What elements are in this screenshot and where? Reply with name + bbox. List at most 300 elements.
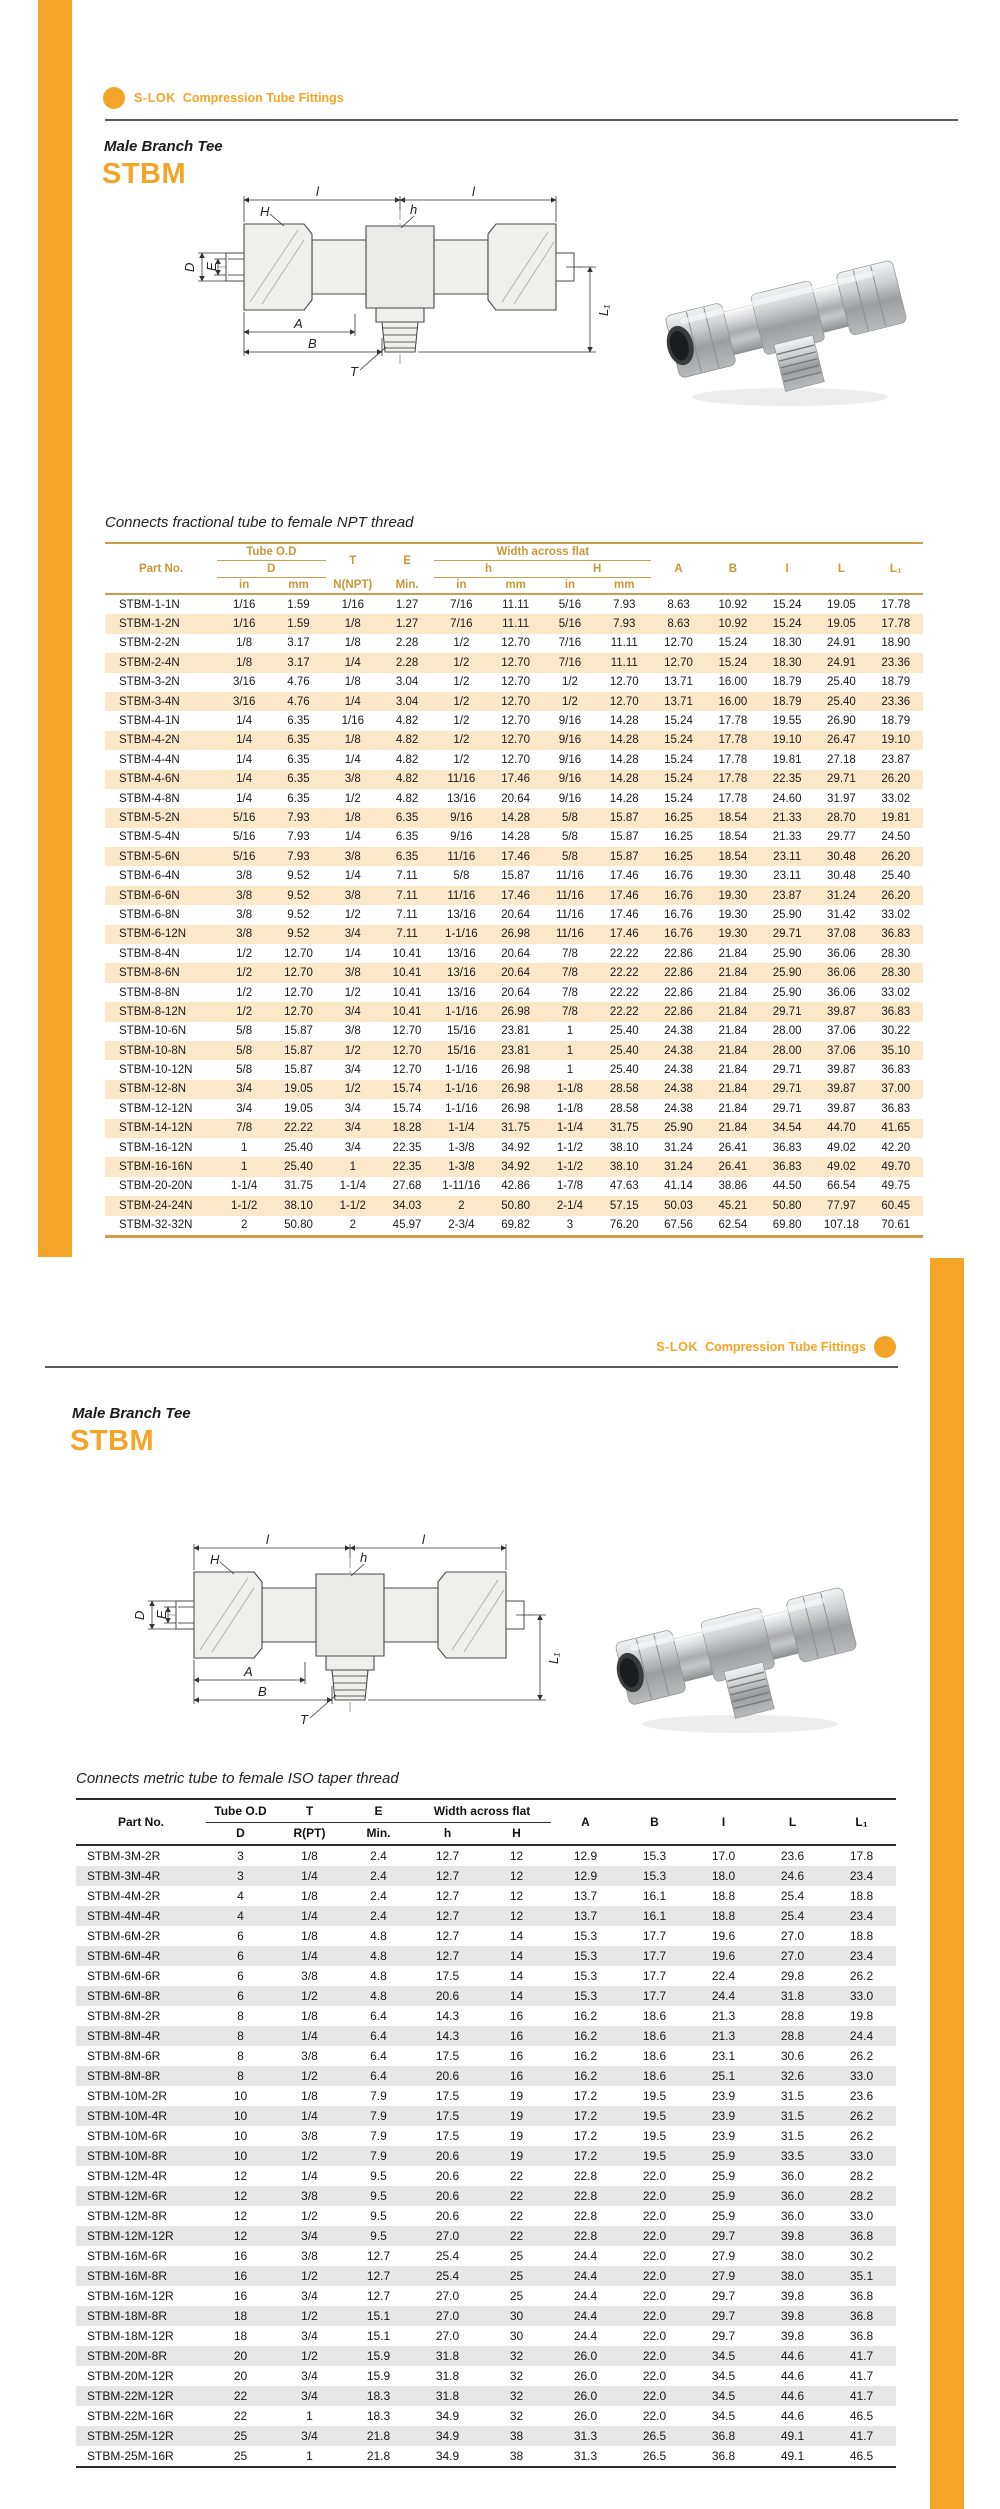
dimension-cell: 25.40 <box>284 1141 313 1154</box>
table-row <box>76 2386 896 2406</box>
dimension-cell: 49.1 <box>780 2449 805 2463</box>
dimension-cell: 19.81 <box>881 811 911 824</box>
dimension-cell: 12.70 <box>501 676 531 689</box>
dimension-cell: 22.0 <box>642 2189 667 2203</box>
dimension-cell: 10 <box>233 2109 248 2123</box>
dimension-cell: 44.6 <box>780 2409 805 2423</box>
dimension-cell: 18.54 <box>718 831 748 844</box>
dimension-cell: 9.5 <box>370 2209 387 2223</box>
dimension-cell: 16 <box>509 2009 524 2023</box>
dimension-cell: 24.4 <box>573 2329 598 2343</box>
dimension-cell: 12.70 <box>501 695 531 708</box>
dimension-cell: 5/16 <box>232 811 256 824</box>
dimension-cell: 29.7 <box>711 2309 736 2323</box>
dimension-cell: 3/8 <box>344 850 361 863</box>
dimension-cell: 31.75 <box>284 1180 313 1193</box>
dimension-cell: 26.20 <box>881 889 911 902</box>
dimension-cell: 50.03 <box>664 1199 693 1212</box>
dimension-cell: 49.70 <box>881 1161 911 1174</box>
dimension-cell: 16 <box>233 2249 248 2263</box>
dimension-cell: 1/2 <box>301 2069 318 2083</box>
dimension-cell: 18 <box>233 2329 248 2343</box>
col-h-big: H <box>543 560 652 577</box>
dimension-cell: 5/8 <box>236 1064 253 1077</box>
dimension-cell: 27.9 <box>711 2269 736 2283</box>
table-row <box>105 1041 923 1060</box>
dimension-cell: 25.90 <box>772 908 802 921</box>
table-row <box>105 731 923 750</box>
dimension-cell: 70.61 <box>881 1219 911 1232</box>
dimension-cell: 9/16 <box>558 715 582 728</box>
dimension-cell: 21.84 <box>718 1005 748 1018</box>
dimension-cell: 9.5 <box>370 2169 387 2183</box>
col-h-small: h <box>434 560 543 577</box>
dimension-cell: 34.5 <box>711 2369 736 2383</box>
dimension-cell: 26.0 <box>573 2349 598 2363</box>
dimension-cell: 22.0 <box>642 2249 667 2263</box>
dimension-cell: 7/8 <box>561 1005 578 1018</box>
table-row <box>105 692 923 711</box>
brand-header <box>134 91 344 105</box>
dimension-cell: 22.0 <box>642 2289 667 2303</box>
dimension-cell: 22.35 <box>392 1141 422 1154</box>
dimension-cell: 26.2 <box>849 2129 874 2143</box>
dimension-cell: 41.7 <box>849 2389 874 2403</box>
dimension-cell: 36.83 <box>772 1161 802 1174</box>
dimension-cell: 3/16 <box>232 695 256 708</box>
dimension-cell: 44.6 <box>780 2389 805 2403</box>
part-no-cell: STBM-22M-12R <box>87 2389 174 2403</box>
dimension-cell: 1-3/8 <box>448 1141 475 1154</box>
part-no-cell: STBM-4-1N <box>119 715 180 728</box>
dimension-cell: 17.2 <box>573 2089 598 2103</box>
table-row <box>76 1986 896 2006</box>
dimension-cell: 5/8 <box>561 831 578 844</box>
dimension-cell: 10 <box>233 2149 248 2163</box>
dimension-cell: 33.0 <box>849 2149 874 2163</box>
dimension-cell: 25 <box>233 2429 248 2443</box>
part-no-cell: STBM-5-4N <box>119 831 180 844</box>
dimension-cell: 21.33 <box>772 811 802 824</box>
dimension-cell: 25.40 <box>609 1044 639 1057</box>
dimension-cell: 21.33 <box>772 831 802 844</box>
dimension-cell: 19 <box>509 2109 524 2123</box>
col-rpt: R(PT) <box>293 1826 326 1841</box>
dimension-cell: 50.80 <box>501 1199 531 1212</box>
dimension-cell: 24.50 <box>881 831 911 844</box>
dimension-cell: 23.36 <box>881 656 911 669</box>
col-h-small: h <box>443 1826 452 1841</box>
dim-label-B: B <box>258 1684 267 1699</box>
part-no-cell: STBM-18M-8R <box>87 2309 168 2323</box>
dimension-cell: 22.86 <box>664 1005 693 1018</box>
product-photo <box>600 1562 875 1737</box>
table-row <box>105 944 923 963</box>
dimension-cell: 25.40 <box>881 870 911 883</box>
table-row <box>105 905 923 924</box>
dimension-cell: 15.24 <box>664 753 693 766</box>
dimension-cell: 1/4 <box>236 715 253 728</box>
product-subtitle: Male Branch Tee <box>72 1405 191 1422</box>
dimension-cell: 31.24 <box>827 889 856 902</box>
dimension-cell: 15.24 <box>664 792 693 805</box>
part-no-cell: STBM-16M-6R <box>87 2249 168 2263</box>
dimension-cell: 8.63 <box>667 598 690 611</box>
table-row <box>105 750 923 769</box>
table-row <box>76 1866 896 1886</box>
dimension-cell: 13.71 <box>664 676 693 689</box>
dimension-cell: 20.6 <box>435 2169 460 2183</box>
dimension-cell: 17.5 <box>435 1969 460 1983</box>
dimension-cell: 26.98 <box>501 1102 531 1115</box>
dimension-cell: 26.0 <box>573 2369 598 2383</box>
part-no-cell: STBM-22M-16R <box>87 2409 174 2423</box>
dimension-cell: 47.63 <box>609 1180 639 1193</box>
dimension-cell: 6.4 <box>370 2049 387 2063</box>
part-no-cell: STBM-6M-8R <box>87 1989 161 2003</box>
dimension-cell: 15.24 <box>718 637 748 650</box>
part-no-cell: STBM-6-6N <box>119 889 180 902</box>
dimension-cell: 9.52 <box>287 908 310 921</box>
col-e: E <box>344 1799 413 1822</box>
dimension-cell: 24.38 <box>664 1025 693 1038</box>
dimension-cell: 1-11/16 <box>442 1180 481 1193</box>
dimension-cell: 19.30 <box>718 928 748 941</box>
dimension-cell: 1/8 <box>301 2089 318 2103</box>
dimension-cell: 26.98 <box>501 1064 531 1077</box>
dimension-cell: 9/16 <box>558 792 582 805</box>
dimension-cell: 24.4 <box>573 2309 598 2323</box>
dimension-cell: 22 <box>509 2169 524 2183</box>
dimension-cell: 5/8 <box>236 1044 253 1057</box>
dimension-cell: 1 <box>240 1141 248 1154</box>
dimension-cell: 33.02 <box>881 986 911 999</box>
dimension-cell: 22.0 <box>642 2309 667 2323</box>
col-l: L <box>788 1815 797 1829</box>
dimension-cell: 20.64 <box>501 967 531 980</box>
dimension-cell: 6.4 <box>370 2009 387 2023</box>
dimension-cell: 18.3 <box>366 2389 391 2403</box>
table-row <box>105 1022 923 1041</box>
part-no-cell: STBM-10-12N <box>119 1064 193 1077</box>
dimension-cell: 10.41 <box>392 947 422 960</box>
dimension-cell: 15.3 <box>642 1849 667 1863</box>
dimension-cell: 29.71 <box>772 928 802 941</box>
brand-name: Compression Tube Fittings <box>705 1340 866 1354</box>
header-rule <box>45 1366 898 1368</box>
dimension-cell: 16.76 <box>664 870 693 883</box>
dimension-cell: 12.70 <box>284 967 313 980</box>
dimension-cell: 1/2 <box>236 967 253 980</box>
part-no-cell: STBM-8M-2R <box>87 2009 161 2023</box>
dimension-cell: 17.7 <box>642 1989 667 2003</box>
dimension-cell: 16 <box>233 2269 248 2283</box>
dimension-cell: 19 <box>509 2129 524 2143</box>
table-row <box>76 2006 896 2026</box>
dimension-cell: 12 <box>233 2209 248 2223</box>
dimension-cell: 4.8 <box>370 1949 387 1963</box>
part-no-cell: STBM-12M-12R <box>87 2229 174 2243</box>
dimension-cell: 1 <box>566 1044 574 1057</box>
dimension-cell: 9.5 <box>370 2229 387 2243</box>
dimension-cell: 14.28 <box>501 811 531 824</box>
dimension-cell: 19.5 <box>642 2089 667 2103</box>
dimension-cell: 18.8 <box>711 1889 736 1903</box>
dimension-cell: 23.36 <box>881 695 911 708</box>
dimension-cell: 26.0 <box>573 2389 598 2403</box>
dimension-cell: 22.22 <box>609 947 639 960</box>
dimension-cell: 10.92 <box>718 598 748 611</box>
dimension-cell: 1/4 <box>236 773 253 786</box>
dimension-cell: 5/8 <box>236 1025 253 1038</box>
dimension-cell: 32 <box>509 2389 524 2403</box>
dimension-cell: 17.5 <box>435 2089 460 2103</box>
dimension-cell: 19.6 <box>711 1929 736 1943</box>
dimension-cell: 30 <box>509 2309 524 2323</box>
dimension-cell: 13/16 <box>446 792 476 805</box>
dimension-cell: 17.78 <box>718 715 748 728</box>
dimension-cell: 3/4 <box>344 1005 361 1018</box>
dimension-cell: 18.0 <box>711 1869 736 1883</box>
dimension-cell: 36.8 <box>711 2449 736 2463</box>
dimension-cell: 25.40 <box>827 695 856 708</box>
part-no-cell: STBM-8M-4R <box>87 2029 161 2043</box>
spec-table-iso <box>76 1798 896 2468</box>
dimension-cell: 12.7 <box>366 2269 391 2283</box>
unit-min: Min. <box>395 579 419 591</box>
dimension-cell: 29.71 <box>772 1005 802 1018</box>
dimension-cell: 38.86 <box>718 1180 748 1193</box>
dimension-cell: 34.9 <box>435 2449 460 2463</box>
dimension-cell: 20.64 <box>501 792 531 805</box>
accent-bar-left <box>38 0 72 1257</box>
dimension-cell: 12 <box>233 2189 248 2203</box>
dimension-cell: 16 <box>509 2069 524 2083</box>
dimension-cell: 15.9 <box>366 2349 391 2363</box>
dimension-cell: 3/4 <box>236 1083 253 1096</box>
dimension-cell: 44.50 <box>772 1180 802 1193</box>
dimension-cell: 12 <box>509 1909 524 1923</box>
dim-label-D: D <box>182 262 197 272</box>
dimension-cell: 31.8 <box>780 1989 805 2003</box>
dimension-cell: 38 <box>509 2429 524 2443</box>
table-caption-iso: Connects metric tube to female ISO taper thread <box>76 1770 399 1787</box>
dimension-cell: 17.2 <box>573 2149 598 2163</box>
dimension-cell: 19.05 <box>284 1083 313 1096</box>
dimension-cell: 3/8 <box>301 2189 318 2203</box>
dimension-cell: 69.80 <box>772 1219 802 1232</box>
dimension-cell: 33.0 <box>849 2209 874 2223</box>
dimension-cell: 9.5 <box>370 2189 387 2203</box>
unit-in: in <box>239 579 250 592</box>
dimension-cell: 6.35 <box>287 773 310 786</box>
col-part-no: Part No. <box>138 562 184 575</box>
dimension-cell: 42.86 <box>501 1180 531 1193</box>
dimension-cell: 17.78 <box>718 773 748 786</box>
dimension-cell: 16.2 <box>573 2069 598 2083</box>
dimension-cell: 2.28 <box>395 656 419 669</box>
dimension-cell: 1/4 <box>301 1869 318 1883</box>
dimension-cell: 26.98 <box>501 928 531 941</box>
dimension-cell: 15.3 <box>642 1869 667 1883</box>
dimension-cell: 16.76 <box>664 889 693 902</box>
part-no-cell: STBM-14-12N <box>119 1122 193 1135</box>
dimension-cell: 19.5 <box>642 2109 667 2123</box>
dimension-cell: 6.4 <box>370 2029 387 2043</box>
dimension-cell: 10.41 <box>392 1005 422 1018</box>
dim-label-A: A <box>244 1664 253 1679</box>
table-row <box>105 1002 923 1021</box>
col-b: B <box>728 562 737 575</box>
dimension-cell: 1 <box>566 1064 574 1077</box>
dimension-cell: 7.93 <box>613 618 636 631</box>
dim-label-l-right: l <box>472 184 475 199</box>
dimension-cell: 27.0 <box>435 2229 460 2243</box>
dimension-cell: 14 <box>509 1929 524 1943</box>
dimension-cell: 1/2 <box>301 2349 318 2363</box>
dimension-cell: 34.5 <box>711 2389 736 2403</box>
dimension-cell: 1/2 <box>301 1989 318 2003</box>
dimension-cell: 5/16 <box>232 850 256 863</box>
dimension-cell: 27.0 <box>780 1949 805 1963</box>
dimension-cell: 19.8 <box>849 2009 874 2023</box>
spec-table-npt <box>105 542 923 1238</box>
dimension-cell: 16 <box>509 2049 524 2063</box>
dimension-cell: 31.8 <box>435 2349 460 2363</box>
part-no-cell: STBM-4-4N <box>119 753 180 766</box>
col-e: E <box>403 554 411 567</box>
dimension-cell: 1.59 <box>287 618 310 631</box>
dimension-cell: 26.20 <box>881 850 911 863</box>
part-no-cell: STBM-10-8N <box>119 1044 187 1057</box>
dimension-cell: 39.87 <box>827 1083 856 1096</box>
dim-label-L1: L₁ <box>596 304 611 316</box>
dimension-cell: 9/16 <box>558 773 582 786</box>
col-l1: L₁ <box>889 562 902 575</box>
dimension-cell: 10 <box>233 2129 248 2143</box>
dimension-cell: 4.8 <box>370 1989 387 2003</box>
dimension-cell: 26.41 <box>718 1141 748 1154</box>
dimension-cell: 22.0 <box>642 2169 667 2183</box>
dimension-cell: 12.70 <box>392 1025 422 1038</box>
dimension-cell: 1.27 <box>395 618 419 631</box>
dimension-cell: 18.54 <box>718 811 748 824</box>
dimension-cell: 29.71 <box>827 773 856 786</box>
part-no-cell: STBM-12M-8R <box>87 2209 168 2223</box>
dimension-cell: 28.00 <box>772 1025 802 1038</box>
dimension-cell: 1/16 <box>341 598 364 611</box>
dimension-cell: 3/4 <box>344 1141 361 1154</box>
dimension-cell: 27.68 <box>392 1180 422 1193</box>
table-row <box>105 866 923 885</box>
dimension-cell: 16.25 <box>664 811 693 824</box>
dimension-cell: 7.9 <box>370 2089 387 2103</box>
dimension-cell: 1/2 <box>344 1044 361 1057</box>
dimension-cell: 15.87 <box>609 811 639 824</box>
dimension-cell: 18.6 <box>642 2049 667 2063</box>
dimension-cell: 19.55 <box>772 715 802 728</box>
dimension-cell: 25.1 <box>711 2069 736 2083</box>
dimension-cell: 28.00 <box>772 1044 802 1057</box>
dimension-cell: 25.90 <box>772 986 802 999</box>
unit-npt: N(NPT) <box>333 579 373 591</box>
dimension-cell: 6 <box>237 1949 244 1963</box>
dimension-cell: 7.93 <box>287 831 310 844</box>
dimension-cell: 39.87 <box>827 1005 856 1018</box>
part-no-cell: STBM-6-8N <box>119 908 180 921</box>
dim-label-l-left: l <box>316 184 319 199</box>
dimension-cell: 23.4 <box>849 1909 874 1923</box>
dimension-cell: 17.78 <box>718 734 748 747</box>
dimension-cell: 31.5 <box>780 2129 805 2143</box>
dim-label-A: A <box>294 316 303 331</box>
part-no-cell: STBM-6-12N <box>119 928 187 941</box>
dimension-cell: 1/8 <box>344 637 361 650</box>
dimension-cell: 34.54 <box>772 1122 802 1135</box>
dimension-cell: 38 <box>509 2449 524 2463</box>
dimension-cell: 24.38 <box>664 1102 693 1115</box>
dimension-cell: 5/16 <box>232 831 256 844</box>
dimension-cell: 38.0 <box>780 2269 805 2283</box>
dimension-cell: 15.3 <box>573 1969 598 1983</box>
dimension-cell: 28.8 <box>780 2009 805 2023</box>
product-subtitle: Male Branch Tee <box>104 138 223 155</box>
dimension-cell: 25.9 <box>711 2149 736 2163</box>
part-no-cell: STBM-5-6N <box>119 850 180 863</box>
dimension-cell: 22.86 <box>664 967 693 980</box>
dimension-cell: 23.11 <box>773 850 802 863</box>
dimension-cell: 20 <box>233 2369 248 2383</box>
dimension-cell: 19.30 <box>718 908 748 921</box>
table-row <box>105 828 923 847</box>
dimension-cell: 1 <box>306 2449 313 2463</box>
dimension-cell: 36.83 <box>881 1005 911 1018</box>
dimension-cell: 1 <box>349 1161 356 1174</box>
dimension-cell: 20.6 <box>435 2189 460 2203</box>
dimension-cell: 25.9 <box>711 2169 736 2183</box>
dimension-cell: 1/4 <box>236 792 253 805</box>
dimension-cell: 28.30 <box>881 947 911 960</box>
dimension-cell: 30.22 <box>881 1025 911 1038</box>
dimension-cell: 1-1/2 <box>339 1199 366 1212</box>
dimension-cell: 25.4 <box>435 2249 460 2263</box>
part-no-cell: STBM-10M-8R <box>87 2149 168 2163</box>
dimension-cell: 1/8 <box>344 734 361 747</box>
dimension-cell: 7.93 <box>287 811 310 824</box>
dimension-cell: 18.79 <box>772 695 802 708</box>
dimension-cell: 37.06 <box>827 1025 856 1038</box>
dimension-cell: 6 <box>237 1969 244 1983</box>
dimension-cell: 21.84 <box>718 1025 748 1038</box>
dim-label-T: T <box>300 1712 308 1727</box>
table-header <box>105 543 923 594</box>
dimension-cell: 36.06 <box>827 967 856 980</box>
dimension-cell: 17.5 <box>435 2109 460 2123</box>
product-title: STBM <box>102 158 187 190</box>
dimension-cell: 107.18 <box>823 1219 860 1232</box>
dimension-cell: 67.56 <box>664 1219 693 1232</box>
dimension-cell: 15.3 <box>573 1929 598 1943</box>
dimension-cell: 16.1 <box>642 1909 667 1923</box>
table-row <box>105 886 923 905</box>
dimension-cell: 25.40 <box>284 1161 313 1174</box>
dimension-cell: 22.35 <box>772 773 802 786</box>
dimension-cell: 23.4 <box>849 1869 874 1883</box>
dimension-cell: 20.64 <box>501 908 531 921</box>
dimension-cell: 26.98 <box>501 1083 531 1096</box>
dimension-cell: 4.8 <box>370 1929 387 1943</box>
table-row <box>76 2266 896 2286</box>
